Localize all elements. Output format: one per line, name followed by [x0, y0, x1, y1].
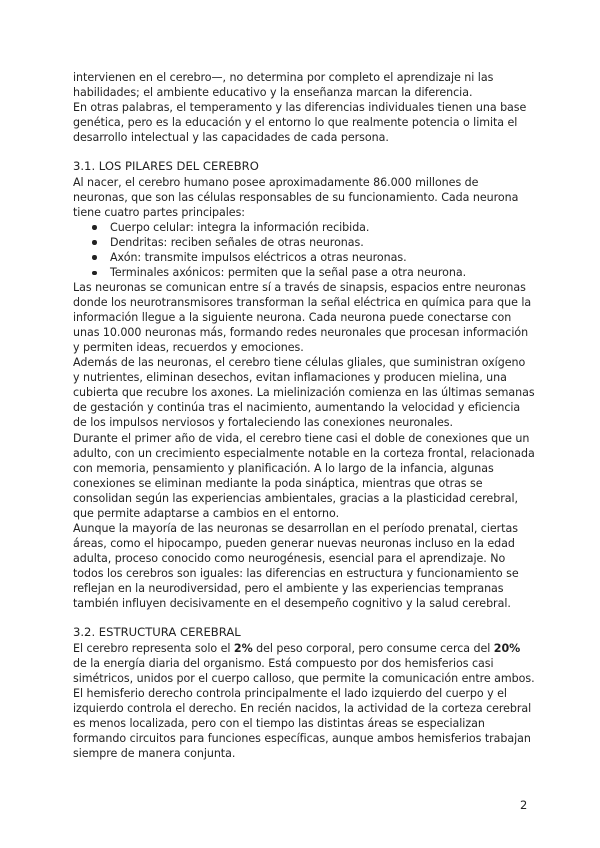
section-1-paragraph-4: Durante el primer año de vida, el cerebro tiene casi el doble de conexiones que un adulto, con un crecimiento especialmente notable en la corteza frontal, relacionada con memoria, pensamiento y planificación. A lo largo de la infancia, algunas conexiones se eliminan mediante la poda sináptica, mientras que otras se consolidan según las experiencias ambientales, gracias a la plasticidad cerebral, que permite adaptarse a cambios en el entorno. — [73, 431, 535, 520]
text-run: del peso corporal, pero consume cerca del — [252, 641, 494, 655]
intro-paragraph-2: En otras palabras, el temperamento y las diferencias individuales tienen una base genética, pero es la educación y el entorno lo que realmente potencia o limita el desarrollo intelectual y las capacidades de cada persona. — [73, 101, 527, 145]
section-2-paragraph-1 — [73, 641, 535, 761]
section-1-paragraph-1: Al nacer, el cerebro humano posee aproximadamente 86.000 millones de neuronas, que son las células responsables de su funcionamiento. Cada neurona tiene cuatro partes principales: — [73, 175, 519, 219]
neuron-parts-list — [73, 220, 535, 280]
page-number: 2 — [520, 798, 528, 812]
section-gap — [73, 611, 535, 625]
section-1-paragraph-2: Las neuronas se comunican entre sí a través de sinapsis, espacios entre neuronas donde los neurotransmisores transforman la señal eléctrica en química para que la información llegue a la siguiente neurona. Cada neurona puede conectarse con unas 10.000 neuronas más, formando redes neuronales que procesan información y permiten ideas, recuerdos y emociones. — [73, 281, 532, 355]
list-item: Cuerpo celular: integra la información recibida. — [73, 220, 535, 235]
intro-paragraph-1: intervienen en el cerebro—, no determina por completo el aprendizaje ni las habilidades; el ambiente educativo y la enseñanza marcan la diferencia. — [73, 71, 494, 100]
section-1-paragraph-5: Aunque la mayoría de las neuronas se desarrollan en el período prenatal, ciertas áreas, como el hipocampo, pueden generar nuevas neuronas incluso en la edad adulta, proceso conocido como neurogénesis, esencial para el aprendizaje. No todos los cerebros son iguales: las diferencias en estructura y funcionamiento se reflejan en la neurodiversidad, pero el ambiente y las experiencias tempranas también influyen decisivamente en el desempeño cognitivo y la salud cerebral. — [73, 521, 519, 611]
text-run: de la energía diaria del organismo. Está compuesto por dos hemisferios casi simétricos, unidos por el cuerpo calloso, que permite la comunicación entre ambos. El hemisferio derecho controla principalmente el lado izquierdo del cuerpo y el izquierdo controla el derecho. En recién nacidos, la actividad de la corteza cerebral es menos localizada, pero con el tiempo las distintas áreas se especializan formando circuitos para funciones específicas, aunque ambos hemisferios trabajan siempre de manera conjunta. — [73, 656, 535, 760]
list-item: Terminales axónicos: permiten que la señal pase a otra neurona. — [73, 265, 535, 280]
section-1-heading: 3.1. LOS PILARES DEL CEREBRO — [73, 159, 259, 174]
document-page — [73, 70, 535, 761]
bold-percent-energy: 20% — [493, 641, 521, 655]
text-run: El cerebro representa solo el — [73, 641, 234, 655]
list-item: Dendritas: reciben señales de otras neuronas. — [73, 235, 535, 250]
section-1-paragraph-3: Además de las neuronas, el cerebro tiene células gliales, que suministran oxígeno y nutrientes, eliminan desechos, evitan inflamaciones y producen mielina, una cubierta que recubre los axones. La mielinización comienza en las últimas semanas de gestación y continúa tras el nacimiento, aumentando la velocidad y eficiencia de los impulsos nerviosos y fortaleciendo las conexiones neuronales. — [73, 356, 535, 430]
list-item: Axón: transmite impulsos eléctricos a otras neuronas. — [73, 250, 535, 265]
section-gap — [73, 145, 535, 159]
section-2-heading: 3.2. ESTRUCTURA CEREBRAL — [73, 625, 241, 640]
bold-percent-weight: 2% — [233, 641, 253, 655]
